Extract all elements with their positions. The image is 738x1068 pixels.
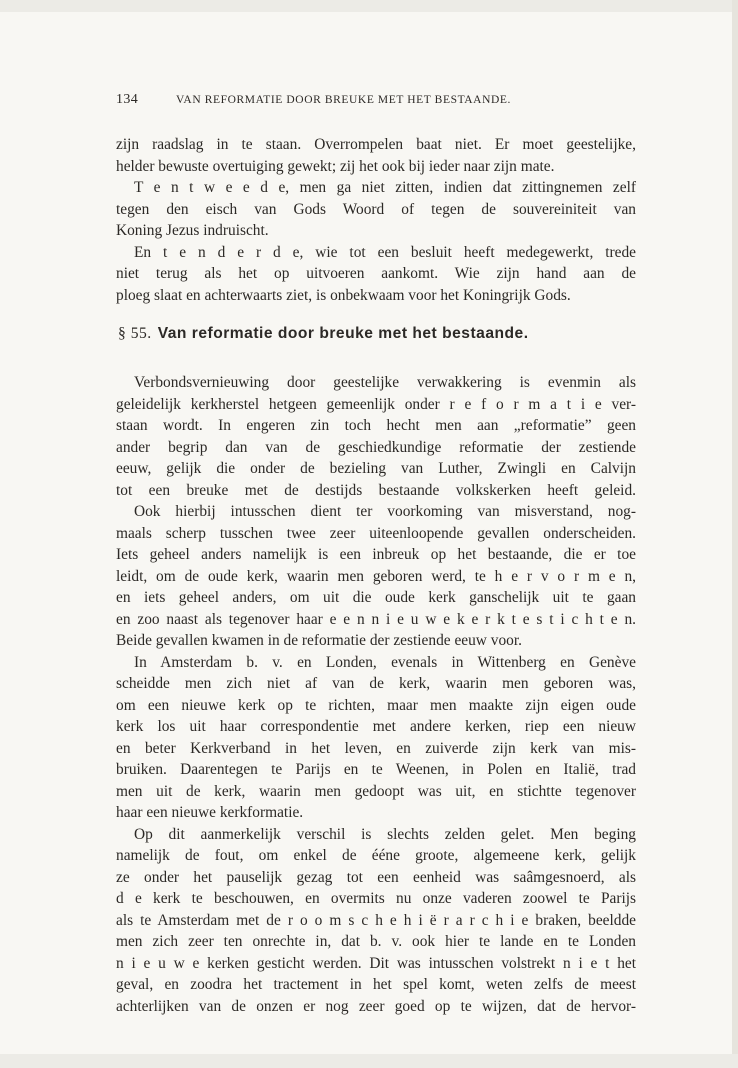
page-number: 134 (116, 92, 139, 107)
text-line: eeuw, gelijk die onder de bezieling van Luther, Zwingli en Calvijn (116, 460, 636, 477)
text-line: achterlijken van de onzen er nog zeer goed op te wijzen, dat de hervor- (116, 997, 636, 1015)
text-line: In Amsterdam b. v. en Londen, evenals in Wittenberg en Genève (134, 653, 636, 671)
text-line: Verbondsvernieuwing door geestelijke verwakkering is evenmin als (134, 374, 636, 391)
text-line: n i e u w e kerken gesticht werden. Dit was intusschen volstrekt n i e t het (116, 954, 636, 972)
section-heading (116, 323, 636, 345)
text-line: men uit de kerk, waarin men gedoopt was uit, en stichtte tegenover (116, 782, 636, 800)
scan-top-margin (0, 0, 738, 12)
body-text (116, 134, 636, 1017)
text-line: Iets geheel anders namelijk is een inbreuk op het bestaande, die er toe (116, 546, 636, 563)
text-line: geleidelijk kerkherstel hetgeen gemeenlijk onder r e f o r m a t i e ver- (116, 395, 636, 413)
text-line: en iets geheel anders, om uit die oude kerk ganschelijk uit te gaan (116, 589, 636, 606)
text-line: men zich zeer ten onrechte in, dat b. v. ook hier te lande en te Londen (116, 933, 636, 950)
section-title: Van reformatie door breuke met het bestaande. (157, 325, 529, 342)
section-number: § 55. (118, 325, 152, 342)
text-line: om een nieuwe kerk op te richten, maar men maakte zijn eigen oude (116, 696, 636, 714)
text-line: geval, en zoodra het tractement in het spel komt, weten zelfs de meest (116, 976, 636, 993)
text-line: haar een nieuwe kerkformatie. (116, 804, 304, 821)
text-line: d e kerk te beschouwen, en overmits nu onze vaderen zoowel te Parijs (116, 890, 636, 907)
text-line: kerk los uit haar correspondentie met andere kerken, riep een nieuw (116, 718, 636, 735)
text-line: ze onder het pauselijk gezag tot een eenheid was saâmgesnoerd, als (116, 868, 636, 886)
text-line: Op dit aanmerkelijk verschil is slechts zelden gelet. Men beging (134, 825, 636, 843)
text-line: leidt, om de oude kerk, waarin men geboren werd, te h e r v o r m e n, (116, 567, 636, 585)
text-line: scheidde men zich niet af van de kerk, waarin men geboren was, (116, 675, 636, 692)
text-line: ploeg slaat en achterwaarts ziet, is onbekwaam voor het Koningrijk Gods. (116, 286, 571, 304)
text-line: en zoo naast als tegenover haar e e n n i e u w e k e r k t e s t i c h t e n. (116, 610, 636, 628)
scan-right-edge (732, 0, 738, 1068)
text-line: Koning Jezus indruischt. (116, 222, 269, 239)
text-line: En t e n d e r d e, wie tot een besluit heeft medegewerkt, trede (134, 243, 636, 261)
text-line: helder bewuste overtuiging gewekt; zij het ook bij ieder naar zijn mate. (116, 157, 555, 175)
text-line: staan wordt. In engeren zin toch hecht men aan „reformatie” geen (116, 417, 636, 434)
running-title: VAN REFORMATIE DOOR BREUKE MET HET BESTAANDE. (176, 94, 511, 106)
text-line: en beter Kerkverband in het leven, en zuiverde zijn kerk van mis- (116, 739, 636, 757)
scan-bottom-margin (0, 1054, 738, 1068)
text-line: Ook hierbij intusschen dient ter voorkoming van misverstand, nog- (134, 503, 636, 520)
text-line: tot een breuke met de destijds bestaande volkskerken heeft geleid. (116, 481, 636, 499)
text-line: niet terug als het op uitvoeren aankomt. Wie zijn hand aan de (116, 265, 636, 282)
text-line: tegen den eisch van Gods Woord of tegen de souvereiniteit van (116, 200, 636, 218)
running-header (116, 94, 636, 112)
text-line: Beide gevallen kwamen in de reformatie der zestiende eeuw voor. (116, 632, 522, 649)
text-line: maals scherp tusschen twee zeer uiteenloopende gevallen onderscheiden. (116, 524, 636, 542)
text-line: bruiken. Daarentegen te Parijs en te Weenen, in Polen en Italië, trad (116, 761, 636, 778)
text-line: als te Amsterdam met de r o o m s c h e h i ë r a r c h i e braken, beeldde (116, 911, 636, 929)
text-line: zijn raadslag in te staan. Overrompelen baat niet. Er moet geestelijke, (116, 136, 636, 153)
text-line: ander begrip dan van de geschiedkundige reformatie der zestiende (116, 438, 636, 456)
text-line: namelijk de fout, om enkel de ééne groote, algemeene kerk, gelijk (116, 847, 636, 864)
spacer (116, 306, 636, 323)
text-line: T e n t w e e d e, men ga niet zitten, indien dat zittingnemen zelf (134, 179, 636, 196)
spacer (116, 345, 636, 372)
